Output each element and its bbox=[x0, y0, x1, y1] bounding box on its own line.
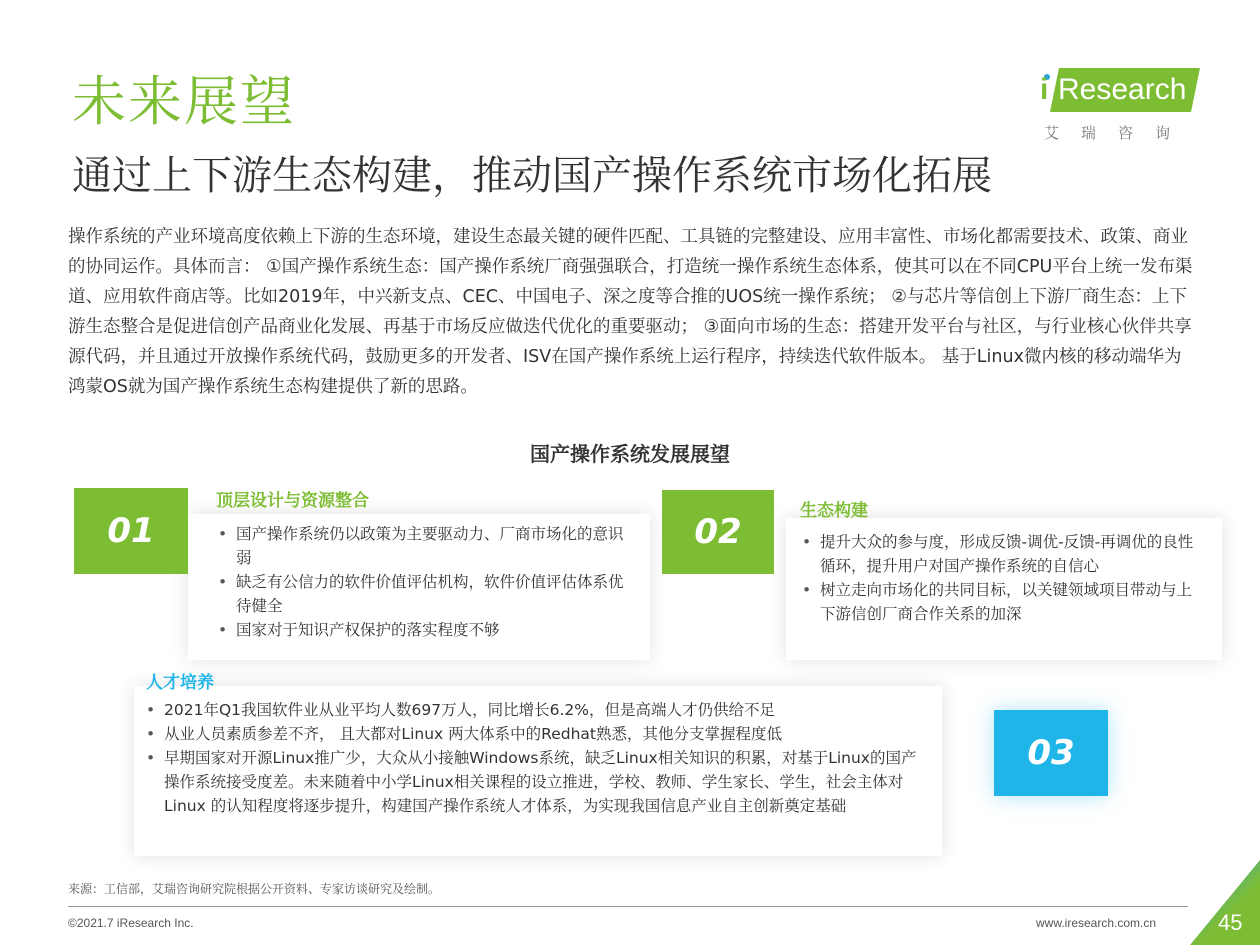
bullet-item: • 缺乏有公信力的软件价值评估机构，软件价值评估体系优待健全 bbox=[214, 570, 634, 618]
bullet-item: • 国产操作系统仍以政策为主要驱动力、厂商市场化的意识弱 bbox=[214, 522, 634, 570]
bullet-item: • 从业人员素质参差不齐， 且大都对Linux 两大体系中的Redhat熟悉，其他分支掌握程度低 bbox=[142, 722, 922, 746]
page-number: 45 bbox=[1218, 910, 1243, 935]
section-title: 国产操作系统发展展望 bbox=[530, 442, 730, 466]
bullet-item: • 提升大众的参与度，形成反馈-调优-反馈-再调优的良性循环，提升用户对国产操作系统的自信心 bbox=[798, 530, 1202, 578]
page-title: 未来展望 bbox=[72, 70, 296, 133]
card-01-bullets bbox=[214, 522, 634, 642]
bullet-item: • 国家对于知识产权保护的落实程度不够 bbox=[214, 618, 634, 642]
card-02-heading: 生态构建 bbox=[800, 501, 868, 521]
copyright: ©2021.7 iResearch Inc. bbox=[68, 916, 194, 930]
source-note: 来源：工信部，艾瑞咨询研究院根据公开资料、专家访谈研究及绘制。 bbox=[68, 882, 441, 896]
logo-cn-text: 艾瑞咨询 bbox=[1044, 124, 1193, 142]
logo-i: i bbox=[1040, 73, 1049, 106]
bullet-item: • 早期国家对开源Linux推广少，大众从小接触Windows系统，缺乏Linux相关知识的积累，对基于Linux的国产操作系统接受度差。未来随着中小学Linux相关课程的设立推进，学校、教师、学生家长、学生，社会主体对Linux 的认知程度将逐步提升，构建国产操作系统人才体系，为实现我国信息产业自主创新奠定基础 bbox=[142, 746, 922, 818]
page-subtitle: 通过上下游生态构建，推动国产操作系统市场化拓展 bbox=[72, 153, 992, 199]
card-03-heading: 人才培养 bbox=[146, 673, 214, 693]
bullet-item: • 树立走向市场化的共同目标，以关键领域项目带动与上下游信创厂商合作关系的加深 bbox=[798, 578, 1202, 626]
card-03-bullets bbox=[142, 698, 922, 818]
footer-divider bbox=[68, 906, 1188, 907]
card-01-heading: 顶层设计与资源整合 bbox=[216, 491, 369, 511]
iresearch-logo bbox=[1040, 64, 1200, 144]
intro-paragraph: 操作系统的产业环境高度依赖上下游的生态环境，建设生态最关键的硬件匹配、工具链的完整建设、应用丰富性、市场化都需要技术、政策、商业的协同运作。具体而言： ①国产操作系统生态：国产操作系统厂商强强联合，打造统一操作系统生态体系，使其可以在不同CPU平台上统一发布渠道、应用软件商店等。比如2019年，中兴新支点、CEC、中国电子、深之度等合推的UOS统一操作系统； ②与芯片等信创上下游厂商生态：上下游生态整合是促进信创产品商业化发展、再基于市场反应做迭代优化的重要驱动； ③面向市场的生态：搭建开发平台与社区，与行业核心伙伴共享源代码，并且通过开放操作系统代码，鼓励更多的开发者、ISV在国产操作系统上运行程序，持续迭代软件版本。 基于Linux微内核的移动端华为鸿蒙OS就为国产操作系统生态构建提供了新的思路。 bbox=[68, 227, 1193, 397]
card-03-number: 03 bbox=[994, 710, 1108, 796]
bullet-item: • 2021年Q1我国软件业从业平均人数697万人，同比增长6.2%，但是高端人才仍供给不足 bbox=[142, 698, 922, 722]
card-01-number: 01 bbox=[74, 488, 188, 574]
card-02-bullets bbox=[798, 530, 1202, 626]
website-link: www.iresearch.com.cn bbox=[1036, 916, 1157, 930]
card-02-number: 02 bbox=[662, 490, 774, 574]
logo-brand-text: Research bbox=[1058, 73, 1187, 106]
